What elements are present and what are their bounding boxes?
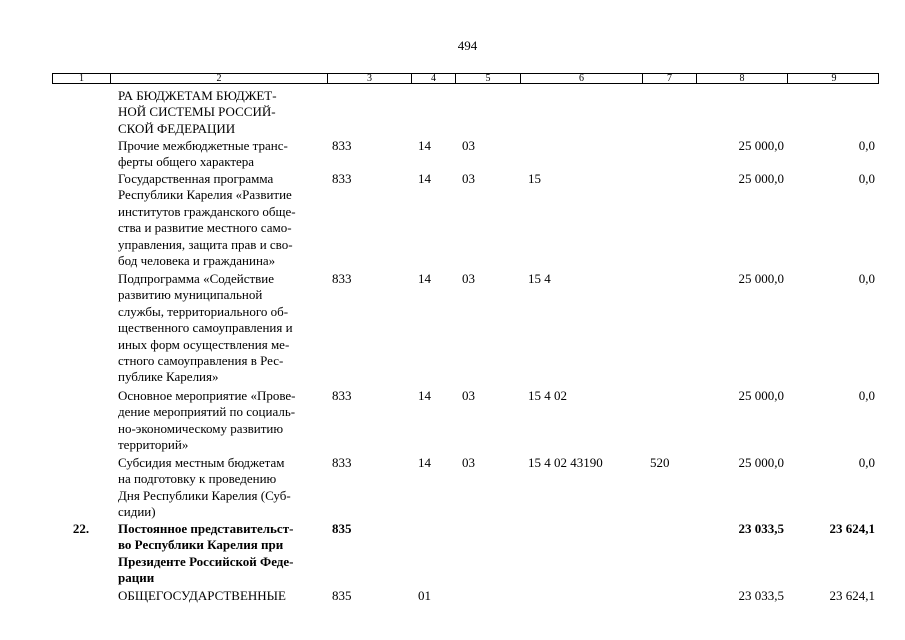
amount-year-1: 25 000,0 <box>738 171 784 186</box>
item-name-line: Субсидия местным бюджетам <box>118 455 285 470</box>
item-name-line: иных форм осуществления ме- <box>118 336 290 352</box>
expense-type-code: 520 <box>650 455 670 470</box>
item-name <box>118 271 328 386</box>
ministry-code: 833 <box>332 138 352 153</box>
section-code: 14 <box>418 271 431 286</box>
amount-year-2: 23 624,1 <box>829 521 875 536</box>
column-header-2: 2 <box>111 74 328 83</box>
item-name <box>118 388 328 454</box>
item-name <box>118 521 328 587</box>
item-name-line: ферты общего характера <box>118 154 255 170</box>
target-article-code: 15 4 02 43190 <box>528 455 603 470</box>
row-number: 22. <box>72 521 90 536</box>
item-name-line: стного самоуправления в Рес- <box>118 353 284 369</box>
item-name-line: НОЙ СИСТЕМЫ РОССИЙ- <box>118 104 276 120</box>
column-header-8: 8 <box>697 74 788 83</box>
item-name-line: СКОЙ ФЕДЕРАЦИИ <box>118 120 236 136</box>
column-header-9: 9 <box>831 73 837 84</box>
column-header-4: 4 <box>412 74 456 83</box>
item-name-line: Дня Республики Карелия (Суб- <box>118 487 291 503</box>
section-code: 14 <box>418 455 431 470</box>
section-code: 14 <box>418 388 431 403</box>
item-name-line: службы, территориального об- <box>118 303 289 319</box>
amount-year-2: 0,0 <box>858 271 875 286</box>
amount-year-2: 0,0 <box>858 171 875 186</box>
column-header-7: 7 <box>643 74 697 83</box>
amount-year-1: 25 000,0 <box>738 388 784 403</box>
subsection-code: 03 <box>462 138 475 153</box>
item-name-line: во Республики Карелия при <box>118 537 284 553</box>
ministry-code: 833 <box>332 388 352 403</box>
amount-year-2: 0,0 <box>858 388 875 403</box>
amount-year-2: 0,0 <box>858 138 875 153</box>
item-name-line: институтов гражданского обще- <box>118 203 296 219</box>
table-header <box>52 73 879 84</box>
item-name <box>118 138 328 171</box>
item-name-line: на подготовку к проведению <box>118 471 277 487</box>
subsection-code: 03 <box>462 455 475 470</box>
target-article-code: 15 4 02 <box>528 388 567 403</box>
item-name-line: но-экономическому развитию <box>118 420 284 436</box>
item-name-line: Республики Карелия «Развитие <box>118 187 292 203</box>
page-number: 494 <box>457 38 478 53</box>
column-header-3: 3 <box>328 74 412 83</box>
target-article-code: 15 4 <box>528 271 551 286</box>
item-name-line: Основное мероприятие «Прове- <box>118 388 296 403</box>
ministry-code: 833 <box>332 171 352 186</box>
item-name-line: Президенте Российской Феде- <box>118 553 294 569</box>
item-name-line: Постоянное представительст- <box>118 521 294 536</box>
item-name-line: бод человека и гражданина» <box>118 253 276 269</box>
item-name-line: Государственная программа <box>118 171 274 186</box>
amount-year-1: 23 033,5 <box>738 588 784 603</box>
column-header-1: 1 <box>53 74 111 83</box>
item-name-line: рации <box>118 570 155 586</box>
item-name <box>118 588 328 604</box>
item-name <box>118 171 328 269</box>
ministry-code: 833 <box>332 271 352 286</box>
column-header-5: 5 <box>456 74 521 83</box>
section-code: 01 <box>418 588 431 603</box>
item-name-line: Прочие межбюджетные транс- <box>118 138 288 153</box>
section-code: 14 <box>418 171 431 186</box>
item-name-line: дение мероприятий по социаль- <box>118 404 296 420</box>
item-name-line: сидии) <box>118 504 156 520</box>
item-name-line: территорий» <box>118 437 189 453</box>
ministry-code: 833 <box>332 455 352 470</box>
amount-year-1: 25 000,0 <box>738 455 784 470</box>
subsection-code: 03 <box>462 388 475 403</box>
amount-year-1: 25 000,0 <box>738 138 784 153</box>
section-code: 14 <box>418 138 431 153</box>
item-name-line: публике Карелия» <box>118 369 219 385</box>
item-name-line: Подпрограмма «Содействие <box>118 271 275 286</box>
item-name-line: ОБЩЕГОСУДАРСТВЕННЫЕ <box>118 588 286 603</box>
amount-year-1: 23 033,5 <box>738 521 784 536</box>
item-name-line: РА БЮДЖЕТАМ БЮДЖЕТ- <box>118 88 277 103</box>
column-header-6: 6 <box>521 74 643 83</box>
ministry-code: 835 <box>332 521 352 536</box>
subsection-code: 03 <box>462 271 475 286</box>
item-name <box>118 88 328 137</box>
target-article-code: 15 <box>528 171 541 186</box>
item-name-line: щественного самоуправления и <box>118 320 293 336</box>
item-name-line: ства и развитие местного само- <box>118 220 292 236</box>
amount-year-2: 0,0 <box>858 455 875 470</box>
item-name-line: развитию муниципальной <box>118 287 263 303</box>
amount-year-2: 23 624,1 <box>829 588 875 603</box>
ministry-code: 835 <box>332 588 352 603</box>
subsection-code: 03 <box>462 171 475 186</box>
item-name <box>118 455 328 521</box>
amount-year-1: 25 000,0 <box>738 271 784 286</box>
item-name-line: управления, защита прав и сво- <box>118 236 293 252</box>
